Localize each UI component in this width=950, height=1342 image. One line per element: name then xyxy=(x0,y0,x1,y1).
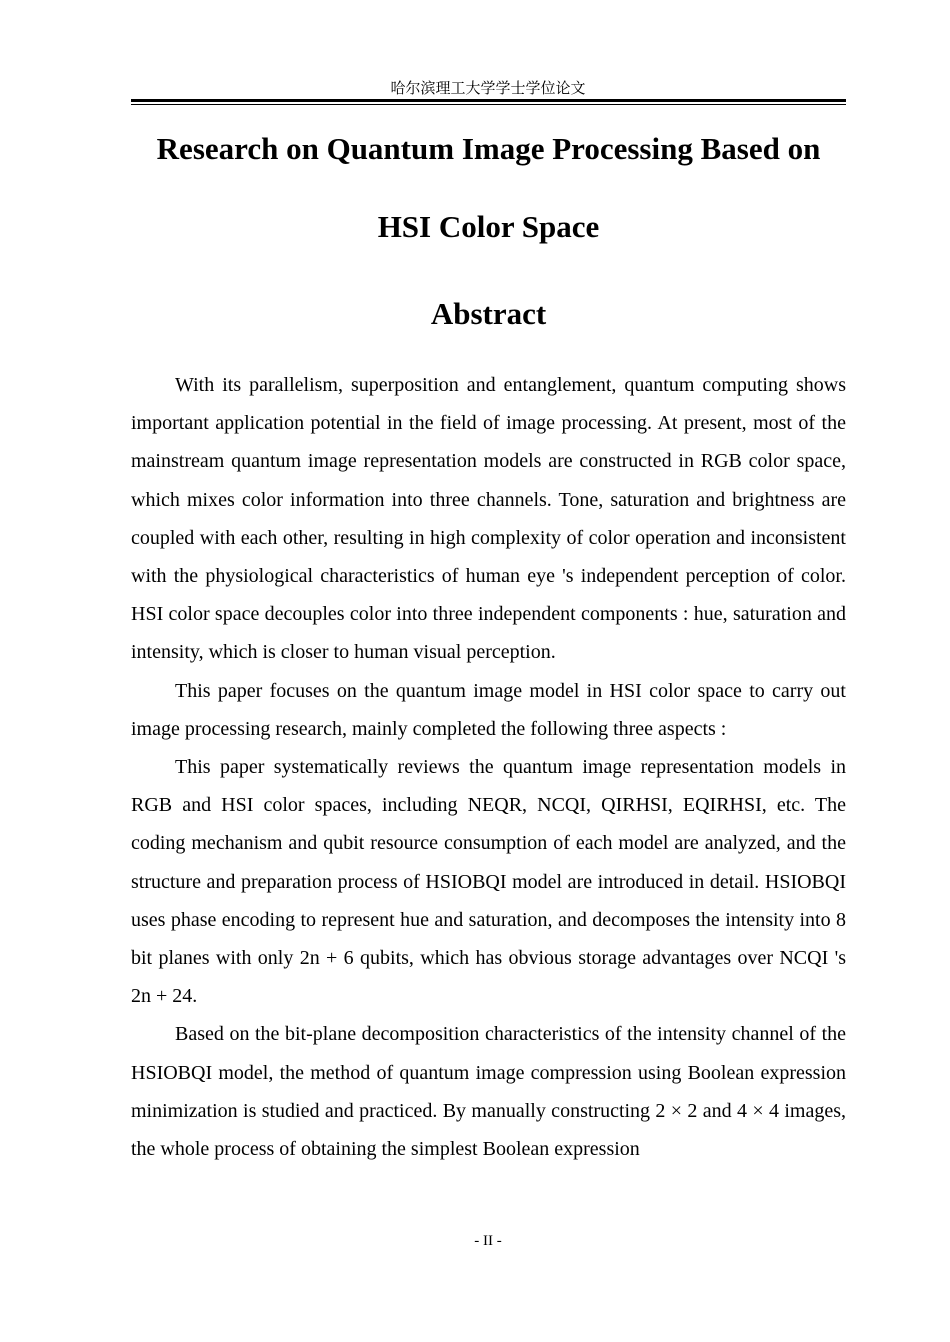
abstract-paragraph-4: Based on the bit-plane decomposition characteristics of the intensity channel of the HSIOBQI model, the method of quantum image compression using Boolean expression minimization is studied and practiced. By manually constructing 2 × 2 and 4 × 4 images, the whole process of obtaining the simplest Boolean expression xyxy=(131,1023,846,1161)
abstract-paragraph-1: With its parallelism, superposition and entanglement, quantum computing shows important application potential in the field of image processing. At present, most of the mainstream quantum image representation models are constructed in RGB color space, which mixes color information into three channels. Tone, saturation and brightness are coupled with each other, resulting in high complexity of color operation and inconsistent with the physiological characteristics of human eye 's independent perception of color. HSI color space decouples color into three independent components : hue, saturation and intensity, which is closer to human visual perception. xyxy=(131,374,846,664)
abstract-paragraph-2: This paper focuses on the quantum image model in HSI color space to carry out image processing research, mainly completed the following three aspects : xyxy=(131,679,846,740)
header-rule-thick xyxy=(131,99,846,102)
header-rule-thin xyxy=(131,104,846,105)
title-line-1: Research on Quantum Image Processing Based on xyxy=(156,131,821,166)
page-number: - II - xyxy=(474,1233,502,1249)
title-line-2: HSI Color Space xyxy=(377,209,600,244)
abstract-body xyxy=(131,366,846,1168)
running-header: 哈尔滨理工大学学士学位论文 xyxy=(390,79,586,97)
abstract-heading: Abstract xyxy=(430,296,547,331)
abstract-paragraph-3: This paper systematically reviews the quantum image representation models in RGB and HSI color spaces, including NEQR, NCQI, QIRHSI, EQIRHSI, etc. The coding mechanism and qubit resource consumption of each model are analyzed, and the structure and preparation process of HSIOBQI model are introduced in detail. HSIOBQI uses phase encoding to represent hue and saturation, and decomposes the intensity into 8 bit planes with only 2n + 6 qubits, which has obvious storage advantages over NCQI 's 2n + 24. xyxy=(131,756,846,1008)
